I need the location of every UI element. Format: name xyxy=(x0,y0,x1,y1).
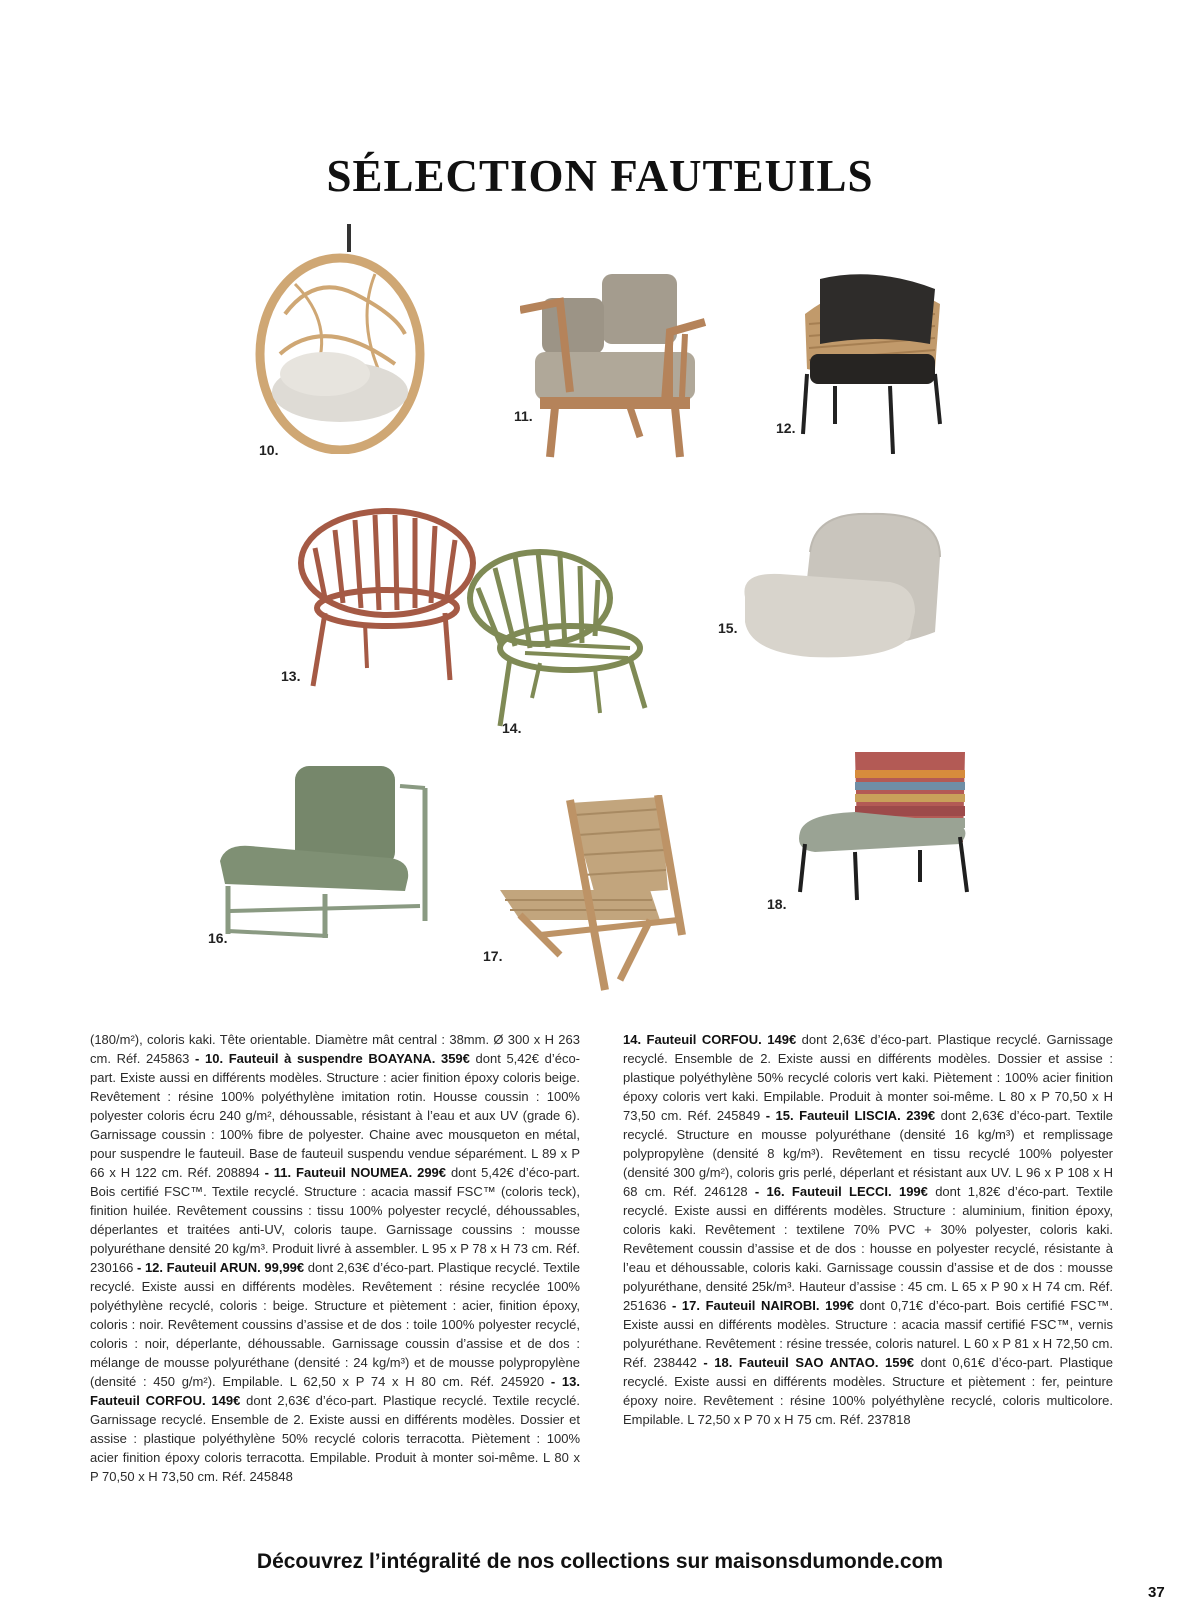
description-right-column xyxy=(623,1030,1113,1429)
page-title: SÉLECTION FAUTEUILS xyxy=(326,151,874,201)
product-image-13 xyxy=(295,508,480,688)
product-heading: - 12. Fauteuil ARUN. 99,99€ xyxy=(137,1260,305,1275)
foam-lounge-chair-icon xyxy=(740,512,945,662)
teak-armchair-icon xyxy=(520,272,710,462)
text-run: dont 2,63€ d’éco-part. Plastique recyclé. Textile recyclé. Existe aussi en différents modèles. Revêtement : résine recyclée 100% polyéthylène recyclé, coloris : beige. Structure et piètement : acier, finition époxy, coloris : noir. Revêtement coussins d’assise et de dos : toile 100% polyester recyclé, coloris : noir, déperlante, déhoussable. Garnissage coussin d’assise et de dos : mélange de mousse polyuréthane (densité : 24 kg/m³) et de mousse polypropylène (densité : 450 g/m²). Empilable. L 62,50 x P 74 x H 80 cm. Réf. 245920 xyxy=(90,1260,580,1389)
product-image-18 xyxy=(795,752,975,902)
product-number-10: 10. xyxy=(259,442,279,458)
product-number-17: 17. xyxy=(483,948,503,964)
multicolor-woven-chair-icon xyxy=(795,752,975,902)
product-heading: - 15. Fauteuil LISCIA. 239€ xyxy=(765,1108,936,1123)
product-heading: - 18. Fauteuil SAO ANTAO. 159€ xyxy=(703,1355,914,1370)
text-run: dont 2,63€ d’éco-part. Textile recyclé. Structure en mousse polyuréthane (densité 16 kg/m³) et remplissage polypropylène (densité 8 kg/m³). Revêtement en tissu recyclé 100% polyester (densité 300 g/m²), coloris gris perlé, déperlant et résistant aux UV. L 96 x P 108 x H 68 cm. Réf. 246128 xyxy=(623,1108,1113,1199)
product-image-15 xyxy=(740,512,945,662)
product-heading: - 13. Fauteuil CORFOU. 149€ xyxy=(90,1374,580,1408)
text-run: dont 0,61€ d’éco-part. Plastique recyclé. Existe aussi en différents modèles. Structure et piètement : fer, peinture époxy noire. Revêtement : résine 100% polyéthylène recyclé, coloris multicolore. Empilable. L 72,50 x P 70 x H 75 cm. Réf. 237818 xyxy=(623,1355,1113,1427)
text-run: dont 1,82€ d’éco-part. Textile recyclé. Existe aussi en différents modèles. Structure : aluminium, finition époxy, coloris kaki. Revêtement : textilene 70% PVC + 30% polyester, coloris kaki. Revêtement coussin d’assise et de dos : housse en polyester recyclé, résistante à l’eau et déhoussable, coloris kaki. Garnissage coussin d’assise et de dos : mousse polyuréthane, densité 25k/m³. Hauteur d’assise : 45 cm. L 65 x P 90 x H 74 cm. Réf. 251636 xyxy=(623,1184,1113,1313)
product-image-12 xyxy=(795,274,945,454)
product-number-11: 11. xyxy=(514,408,533,424)
acacia-lounge-chair-icon xyxy=(500,795,695,995)
hanging-egg-chair-icon xyxy=(255,224,425,454)
product-image-17 xyxy=(500,795,695,995)
footer-website-link[interactable]: Découvrez l’intégralité de nos collections sur maisonsdumonde.com xyxy=(256,1550,944,1573)
text-run: dont 5,42€ d’éco-part. Existe aussi en différents modèles. Structure : acier finition époxy coloris beige. Revêtement : résine 100% polyéthylène imitation rotin. Housse coussin : 100% polyester coloris écru 240 g/m², déhoussable, résistant à l’eau et aux UV (grade 6). Garnissage coussin : 100% fibre de polyester. Chaine avec mousqueton en métal, pour suspendre le fauteuil. Base de fauteuil suspendu vendue séparément. L 89 x P 66 x H 122 cm. Réf. 208894 xyxy=(90,1051,581,1180)
product-number-13: 13. xyxy=(281,668,301,684)
product-heading: 14. Fauteuil CORFOU. 149€ xyxy=(623,1032,797,1047)
text-run: dont 5,42€ d’éco-part. Bois certifié FSC™. Textile recyclé. Structure : acacia massif FSC™ (coloris teck), finition huilée. Revêtement coussins : tissu 100% polyester recyclé, déhoussables, déperlantes et traitées anti-UV, coloris taupe. Garnissage coussins : mousse polyuréthane densité 20 kg/m³. Produit livré à assembler. L 95 x P 78 x H 73 cm. Réf. 230166 xyxy=(90,1165,581,1275)
product-number-12: 12. xyxy=(776,420,796,436)
product-image-14 xyxy=(460,548,655,728)
text-run: dont 0,71€ d’éco-part. Bois certifié FSC™. Existe aussi en différents modèles. Structure : acacia massif certifié FSC™, vernis polyuréthane. Revêtement : résine tressée, coloris naturel. L 60 x P 81 x H 72,50 cm. Réf. 238442 xyxy=(623,1298,1114,1370)
khaki-round-chair-icon xyxy=(460,548,655,728)
product-number-15: 15. xyxy=(718,620,738,636)
product-number-14: 14. xyxy=(502,720,522,736)
page-number: 37 xyxy=(1148,1584,1165,1601)
product-image-10 xyxy=(255,224,425,454)
text-run: dont 2,63€ d’éco-part. Plastique recyclé. Garnissage recyclé. Ensemble de 2. Existe aussi en différents modèles. Dossier et assise : plastique polyéthylène 50% recyclé coloris vert kaki. Piètement : 100% acier finition époxy coloris vert kaki. Empilable. Produit à monter soi-même. L 80 x P 70,50 x H 73,50 cm. Réf. 245849 xyxy=(623,1032,1114,1123)
description-left-column xyxy=(90,1030,580,1486)
product-heading: - 10. Fauteuil à suspendre BOAYANA. 359€ xyxy=(195,1051,470,1066)
text-run: (180/m²), coloris kaki. Tête orientable. Diamètre mât central : 38mm. Ø 300 x H 263 cm. Réf. 245863 xyxy=(90,1032,580,1066)
aluminium-lounge-chair-icon xyxy=(220,766,435,941)
product-heading: - 16. Fauteuil LECCI. 199€ xyxy=(754,1184,928,1199)
terracotta-round-chair-icon xyxy=(295,508,480,688)
text-run: dont 2,63€ d’éco-part. Plastique recyclé. Textile recyclé. Garnissage recyclé. Ensemble de 2. Existe aussi en différents modèles. Dossier et assise : plastique polyéthylène 50% recyclé coloris terracotta. Piètement : 100% acier finition époxy coloris terracotta. Empilable. Produit à monter soi-même. L 80 x P 70,50 x H 73,50 cm. Réf. 245848 xyxy=(90,1393,580,1484)
product-heading: - 17. Fauteuil NAIROBI. 199€ xyxy=(671,1298,855,1313)
product-image-16 xyxy=(220,766,435,941)
rope-armchair-icon xyxy=(795,274,945,454)
product-heading: - 11. Fauteuil NOUMEA. 299€ xyxy=(264,1165,447,1180)
product-number-18: 18. xyxy=(767,896,787,912)
product-image-11 xyxy=(520,272,710,462)
product-number-16: 16. xyxy=(208,930,228,946)
